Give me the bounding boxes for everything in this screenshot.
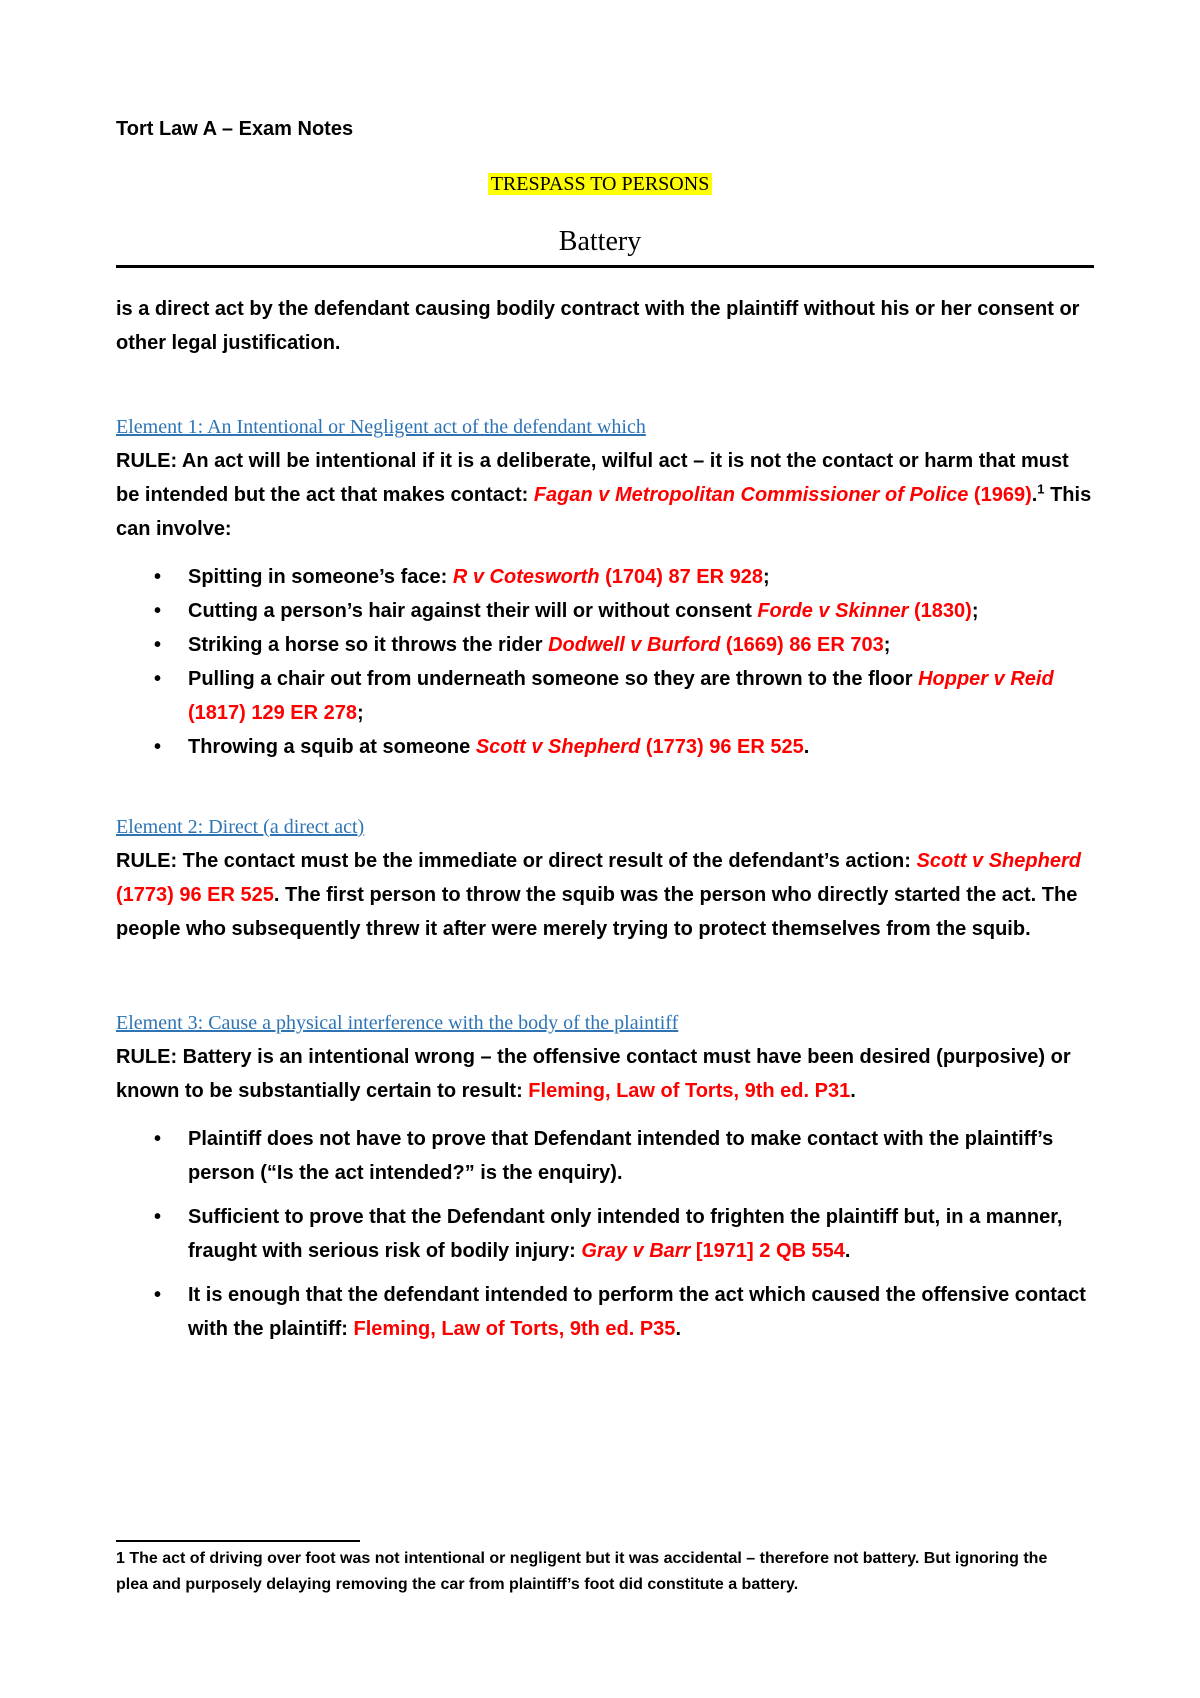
bullet-glyph: • (154, 668, 162, 690)
spacer (116, 764, 1096, 810)
document-body (116, 292, 1096, 1356)
case-citation: [1971] 2 QB 554 (690, 1240, 845, 1262)
bullet-glyph: • (154, 1284, 162, 1306)
section-banner-text: TRESPASS TO PERSONS (488, 173, 713, 195)
case-name: Dodwell v Burford (548, 634, 721, 656)
list-item (116, 594, 1096, 628)
case-name: Fagan v Metropolitan Commissioner of Police (533, 484, 969, 506)
footnote-reference: 1 (1037, 481, 1045, 497)
element-3-heading: Element 3: Cause a physical interference with the body of the plaintiff (116, 1012, 679, 1034)
item-end: . (844, 1240, 851, 1262)
source-citation: Fleming, Law of Torts, 9th ed. P31 (528, 1080, 851, 1102)
rule-label: RULE: (116, 450, 178, 472)
case-citation: (1669) 86 ER 703 (720, 634, 884, 656)
case-name: Hopper v Reid (918, 668, 1054, 690)
case-name: Gray v Barr (581, 1240, 691, 1262)
document-title: Tort Law A – Exam Notes (116, 118, 354, 140)
element-2-rule (116, 844, 1096, 946)
bullet-glyph: • (154, 736, 162, 758)
item-text: Sufficient to prove that the Defendant only intended to frighten the plaintiff but, in a manner, fraught with serious risk of bodily injury: (188, 1206, 1063, 1262)
page-heading: Battery (558, 226, 642, 257)
item-text: Spitting in someone’s face: (188, 566, 453, 588)
rule-tail: . (850, 1080, 856, 1102)
list-item (116, 1200, 1096, 1268)
item-end: ; (357, 702, 364, 724)
case-name: Forde v Skinner (757, 600, 909, 622)
item-end: . (803, 736, 810, 758)
bullet-glyph: • (154, 1128, 162, 1150)
item-end: . (675, 1318, 681, 1340)
spacer (116, 960, 1096, 1006)
rule-tail: . The first person to throw the squib was the person who directly started the act. The people who subsequently threw it after were merely trying to protect themselves from the squib. (116, 884, 1078, 940)
element-1-heading: Element 1: An Intentional or Negligent act of the defendant which (116, 416, 646, 438)
item-text: Striking a horse so it throws the rider (188, 634, 549, 656)
list-item (116, 560, 1096, 594)
bullet-glyph: • (154, 566, 162, 588)
case-citation: (1704) 87 ER 928 (599, 566, 763, 588)
footnote: 1 The act of driving over foot was not intentional or negligent but it was accidental – therefore not battery. But ignoring the plea and purposely delaying removing the car from plaintiff’s foot did constitute a battery. (116, 1550, 1048, 1593)
bullet-glyph: • (154, 1206, 162, 1228)
source-citation: Fleming, Law of Torts, 9th ed. P35 (353, 1318, 676, 1340)
case-name: R v Cotesworth (452, 566, 600, 588)
item-text: Pulling a chair out from underneath someone so they are thrown to the floor (188, 668, 919, 690)
item-end: ; (762, 566, 770, 588)
bullet-glyph: • (154, 634, 162, 656)
intro-paragraph: is a direct act by the defendant causing bodily contract with the plaintiff without his or her consent or other legal justification. (116, 298, 1080, 354)
rule-text: An act will be intentional if it is a deliberate, wilful act – it is not the contact or harm that must be intended but the act that makes contact: (116, 450, 1069, 506)
element-1-rule: RULE: An act will be intentional if it is a deliberate, wilful act – it is not the contact or harm that must be intended but the act that makes contact: Fagan v Metropolitan Commissioner of Police (1969).$^1$ This can involve: (116, 450, 1092, 540)
section-banner (0, 173, 1200, 196)
rule-label: RULE: (116, 850, 178, 872)
list-item (116, 1278, 1096, 1346)
item-text: It is enough that the defendant intended to perform the act which caused the offensive contact with the plaintiff: (188, 1284, 1086, 1340)
item-end: ; (883, 634, 891, 656)
item-end: ; (971, 600, 979, 622)
element-2-heading: Element 2: Direct (a direct act) (116, 816, 365, 838)
heading-underline (116, 265, 1094, 268)
rule-text: Battery is an intentional wrong – the offensive contact must have been desired (purposive) or known to be substantially certain to result: (116, 1046, 1071, 1102)
case-citation: (1830) (908, 600, 972, 622)
list-item (116, 628, 1096, 662)
case-citation: (1969) (968, 484, 1032, 506)
rule-tail: This can involve: (116, 484, 1092, 540)
case-name: Scott v Shepherd (475, 736, 641, 758)
item-text: Cutting a person’s hair against their will or without consent (188, 600, 758, 622)
list-item (116, 662, 1096, 730)
item-text: Throwing a squib at someone (188, 736, 476, 758)
case-name: Scott v Shepherd (916, 850, 1081, 872)
list-item (116, 1122, 1096, 1190)
case-citation: (1773) 96 ER 525 (116, 884, 274, 906)
case-citation: (1817) 129 ER 278 (188, 702, 358, 724)
case-citation: (1773) 96 ER 525 (640, 736, 804, 758)
item-text: Plaintiff does not have to prove that Defendant intended to make contact with the plaintiff’s person (“Is the act intended?” is the enquiry). (188, 1128, 1054, 1184)
element-3-list (116, 1122, 1096, 1346)
bullet-glyph: • (154, 600, 162, 622)
rule-label: RULE: (116, 1046, 178, 1068)
element-1-list (116, 560, 1096, 764)
list-item (116, 730, 1096, 764)
rule-text: The contact must be the immediate or direct result of the defendant’s action: (177, 850, 917, 872)
element-3-rule (116, 1040, 1096, 1108)
footnote-separator (116, 1540, 360, 1542)
